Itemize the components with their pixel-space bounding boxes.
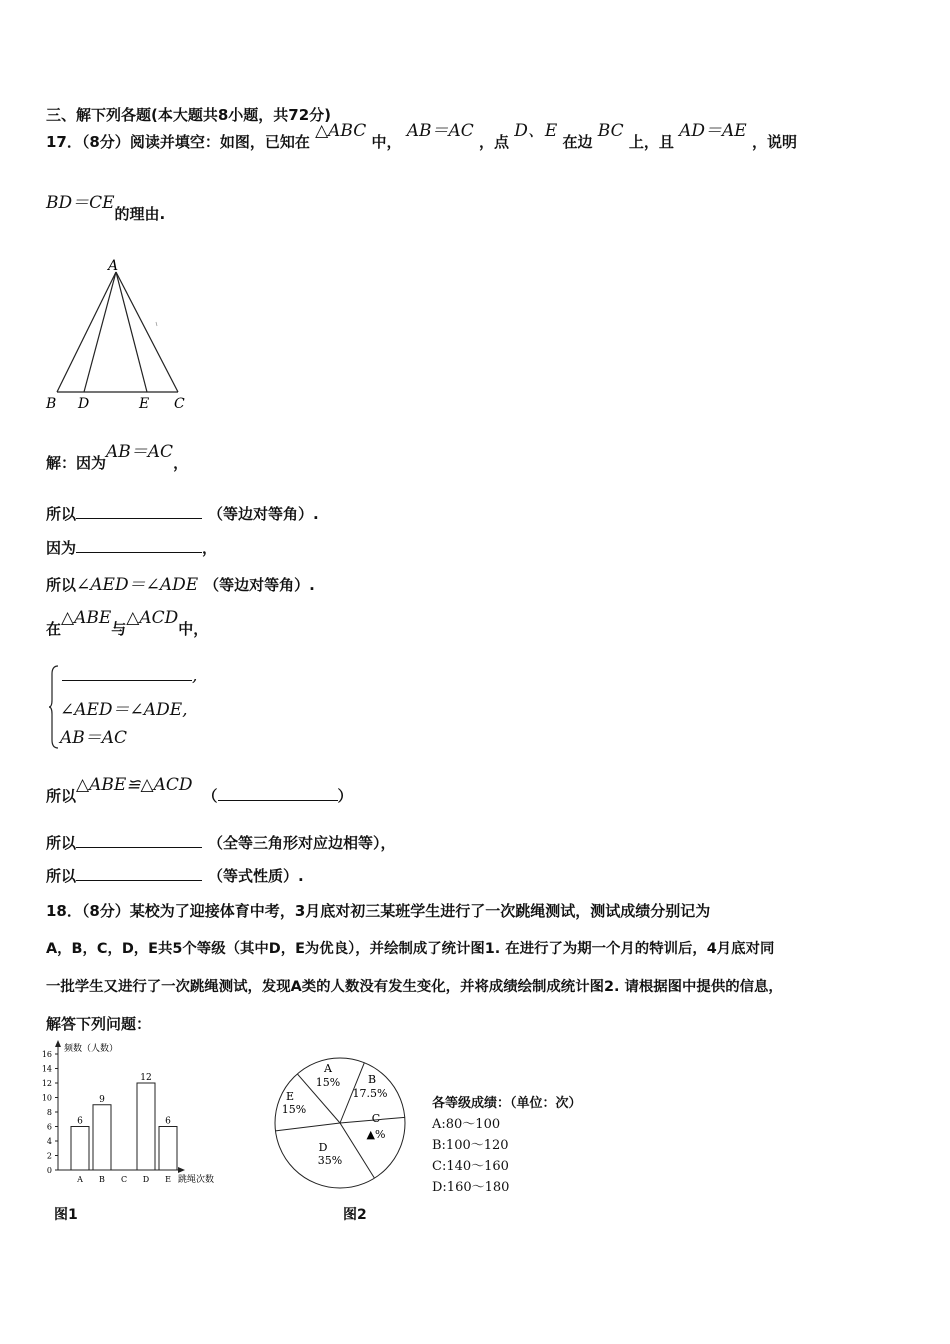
tick-mark bbox=[156, 322, 157, 326]
l6-suffix: （全等三角形对应边相等）， bbox=[208, 834, 396, 852]
sol-math-ab-ac: AB＝AC bbox=[106, 442, 174, 462]
l2-suffix: ， bbox=[202, 539, 218, 557]
pie-slice-label-C: C bbox=[371, 1112, 381, 1125]
brace-1-comma: , bbox=[192, 666, 198, 686]
y-tick-label: 10 bbox=[41, 1093, 52, 1103]
q18-line-1: 18．（8分）某校为了迎接体育中考，3月底对初三某班学生进行了一次跳绳测试，测试成绩分别记为 bbox=[46, 902, 711, 920]
sol-prefix: 解：因为 bbox=[46, 454, 107, 472]
brace-icon bbox=[48, 664, 60, 750]
pie-chart bbox=[270, 1050, 420, 1200]
solution-line-0 bbox=[46, 442, 189, 473]
x-axis-label: 跳绳次数 bbox=[178, 1175, 215, 1185]
x-tick-label-C: C bbox=[120, 1175, 128, 1184]
y-tick-label: 0 bbox=[46, 1166, 52, 1175]
bar-value-label-B: 9 bbox=[99, 1094, 105, 1105]
edge-ac bbox=[116, 272, 178, 392]
legend-item-b: B:100～120 bbox=[432, 1138, 509, 1153]
q18-line-2: A，B，C，D，E共5个等级（其中D，E为优良），并绘制成了统计图1. 在进行了为期一个月的特训后，4月底对同 bbox=[46, 941, 775, 957]
q17-text-4: 在边 bbox=[562, 133, 593, 151]
x-tick-label-B: B bbox=[99, 1175, 105, 1184]
label-e: E bbox=[139, 396, 150, 412]
l2-prefix: 因为 bbox=[46, 539, 77, 557]
l4-prefix: 在 bbox=[46, 620, 62, 638]
q18-line-4: 解答下列问题： bbox=[46, 1015, 152, 1033]
bar-B bbox=[93, 1105, 111, 1170]
q17-statement-cont bbox=[46, 193, 166, 224]
blank-brace[interactable] bbox=[62, 666, 192, 681]
triangle-figure bbox=[40, 252, 200, 417]
solution-line-2 bbox=[46, 537, 217, 558]
l4-mid: 与 bbox=[111, 620, 127, 638]
bar-chart bbox=[40, 1038, 240, 1188]
x-tick-label-E: E bbox=[165, 1175, 171, 1184]
q17-math-ab-ac: AB＝AC bbox=[406, 121, 474, 141]
l5-math: △ABE≌△ACD bbox=[76, 775, 193, 795]
label-c: C bbox=[174, 396, 185, 412]
pie-slice-value-E: 15% bbox=[281, 1103, 307, 1116]
l4-math-acd: △ACD bbox=[126, 608, 179, 628]
y-tick-label: 6 bbox=[46, 1122, 52, 1132]
label-a: A bbox=[108, 258, 119, 274]
q17-math-ad-ae: AD＝AE bbox=[679, 121, 747, 141]
edge-ab bbox=[57, 272, 116, 392]
blank-5[interactable] bbox=[218, 786, 338, 801]
figure-1-caption: 图1 bbox=[54, 1207, 78, 1223]
q17-text-7: 的理由. bbox=[114, 205, 166, 223]
legend-item-c: C:140～160 bbox=[432, 1159, 509, 1174]
l3-prefix: 所以 bbox=[46, 576, 77, 594]
q17-number: 17．（8分） bbox=[46, 133, 130, 151]
solution-line-5 bbox=[46, 775, 353, 806]
blank-6[interactable] bbox=[76, 833, 202, 848]
x-tick-label-D: D bbox=[142, 1175, 150, 1184]
blank-2[interactable] bbox=[76, 538, 202, 553]
bar-value-label-E: 6 bbox=[165, 1116, 171, 1127]
brace-row-2: ∠AED＝∠ADE, bbox=[60, 700, 188, 720]
solution-line-4 bbox=[46, 608, 209, 639]
q17-text-6: ，说明 bbox=[751, 133, 797, 151]
pie-slice-label-E: E bbox=[285, 1090, 295, 1103]
y-tick-label: 4 bbox=[46, 1137, 52, 1146]
y-tick-label: 14 bbox=[41, 1064, 52, 1074]
q17-text-2: 中， bbox=[371, 133, 402, 151]
l1-prefix: 所以 bbox=[46, 505, 77, 523]
l4-suffix: 中， bbox=[178, 620, 209, 638]
q17-math-bd-ce: BD＝CE bbox=[46, 193, 115, 213]
l4-math-abe: △ABE bbox=[61, 608, 112, 628]
q17-math-bc: BC bbox=[597, 121, 624, 141]
l3-suffix: （等边对等角）. bbox=[204, 576, 315, 594]
pie-slice-label-A: A bbox=[324, 1062, 332, 1075]
solution-line-3 bbox=[46, 570, 315, 595]
bar-value-label-A: 6 bbox=[77, 1116, 83, 1127]
bar-value-label-D: 12 bbox=[140, 1073, 152, 1083]
x-axis-arrow-icon bbox=[178, 1167, 185, 1173]
l5-paren-open: （ bbox=[202, 787, 218, 805]
y-axis-label: 频数（人数） bbox=[64, 1044, 119, 1054]
legend-item-d: D:160～180 bbox=[432, 1180, 510, 1195]
blank-1[interactable] bbox=[76, 504, 202, 519]
q17-text-3: ，点 bbox=[479, 133, 510, 151]
pie-slice-value-B: 17.5% bbox=[352, 1087, 388, 1100]
brace-row-3: AB＝AC bbox=[60, 728, 128, 748]
l6-prefix: 所以 bbox=[46, 834, 77, 852]
y-tick-label: 2 bbox=[46, 1151, 52, 1161]
label-d: D bbox=[78, 396, 90, 412]
q17-math-de: D、E bbox=[514, 121, 558, 141]
solution-line-1 bbox=[46, 503, 319, 524]
q17-statement bbox=[46, 121, 797, 152]
y-tick-label: 16 bbox=[41, 1050, 52, 1059]
blank-7[interactable] bbox=[76, 866, 202, 881]
l3-math: ∠AED＝∠ADE bbox=[76, 575, 199, 595]
pie-slice-value-D: 35% bbox=[317, 1154, 343, 1167]
legend-title: 各等级成绩：（单位：次） bbox=[432, 1096, 582, 1111]
pie-slice-label-D: D bbox=[318, 1141, 328, 1154]
sol-comma: ， bbox=[173, 454, 189, 472]
legend-item-a: A:80～100 bbox=[432, 1117, 501, 1132]
label-b: B bbox=[46, 396, 57, 412]
pie-slice-label-B: B bbox=[367, 1073, 377, 1086]
q17-math-triangle: △ABC bbox=[315, 121, 367, 141]
y-tick-label: 8 bbox=[46, 1108, 52, 1117]
bar-E bbox=[159, 1127, 177, 1171]
edge-ae bbox=[116, 272, 147, 392]
pie-slice-value-A: 15% bbox=[315, 1076, 341, 1089]
edge-ad bbox=[84, 272, 116, 392]
l5-prefix: 所以 bbox=[46, 787, 77, 805]
q18-line-3: 一批学生又进行了一次跳绳测试，发现A类的人数没有发生变化，并将成绩绘制成统计图2. 请根据图中提供的信息， bbox=[46, 979, 783, 995]
pie-slice-value-C: ▲% bbox=[366, 1128, 386, 1141]
solution-line-7 bbox=[46, 865, 304, 886]
l5-paren-close: ） bbox=[337, 787, 353, 805]
pie-boundary-d-e bbox=[275, 1123, 340, 1131]
l1-suffix: （等边对等角）. bbox=[208, 505, 319, 523]
y-tick-label: 12 bbox=[41, 1079, 52, 1088]
q17-text-5: 上，且 bbox=[628, 133, 674, 151]
bar-A bbox=[71, 1127, 89, 1171]
figure-2-caption: 图2 bbox=[343, 1207, 367, 1223]
x-tick-label-A: A bbox=[77, 1175, 83, 1184]
bar-D bbox=[137, 1083, 155, 1170]
brace-row-1 bbox=[62, 666, 197, 686]
q17-text-1: 阅读并填空：如图，已知在 bbox=[129, 133, 310, 151]
section-header: 三、解下列各题(本大题共8小题，共72分) bbox=[46, 106, 332, 124]
l7-suffix: （等式性质）. bbox=[208, 867, 304, 885]
solution-line-6 bbox=[46, 832, 396, 853]
l7-prefix: 所以 bbox=[46, 867, 77, 885]
y-axis-arrow-icon bbox=[55, 1040, 61, 1047]
brace-system bbox=[48, 664, 248, 750]
